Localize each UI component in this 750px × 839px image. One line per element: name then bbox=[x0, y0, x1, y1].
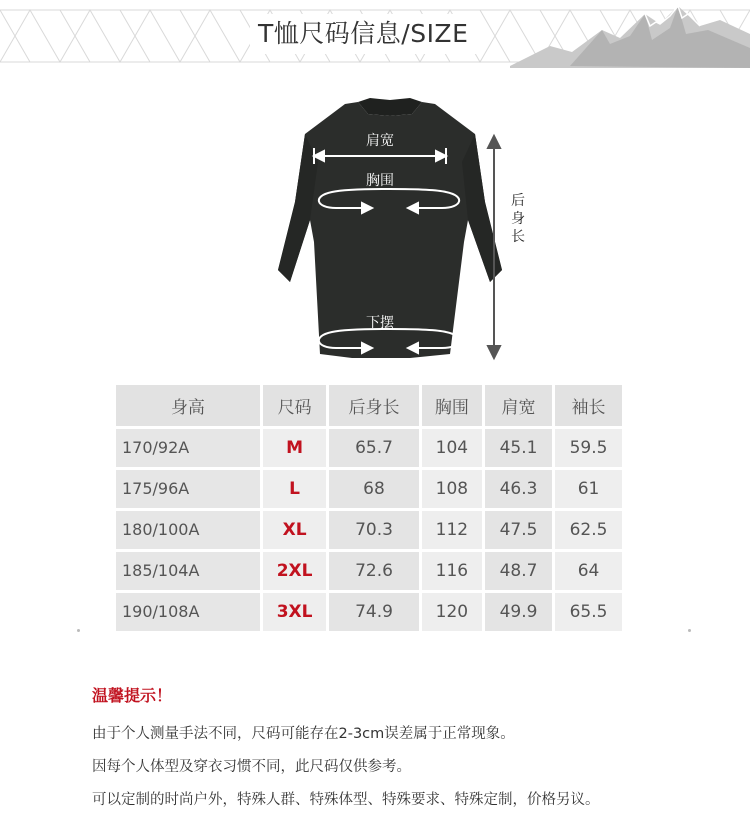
notes-section bbox=[92, 684, 712, 815]
notes-line: 因每个人体型及穿衣习惯不同，此尺码仅供参考。 bbox=[92, 759, 411, 775]
mountain-graphic bbox=[510, 0, 750, 68]
table-row bbox=[116, 509, 624, 550]
cell-size: XL bbox=[261, 509, 327, 550]
cell-length: 68 bbox=[328, 468, 420, 509]
cell-sleeve: 62.5 bbox=[554, 509, 624, 550]
cell-chest: 120 bbox=[420, 591, 483, 632]
cell-length: 65.7 bbox=[328, 427, 420, 468]
length-label-1: 后 bbox=[511, 193, 525, 209]
chest-label: 胸围 bbox=[366, 173, 394, 189]
notes-line: 可以定制的时尚户外，特殊人群、特殊体型、特殊要求、特殊定制，价格另议。 bbox=[92, 792, 600, 808]
edge-dot-right bbox=[688, 629, 691, 632]
cell-chest: 112 bbox=[420, 509, 483, 550]
header-length: 后身长 bbox=[328, 385, 420, 427]
length-label-2: 身 bbox=[511, 211, 525, 227]
table-row bbox=[116, 427, 624, 468]
cell-height: 180/100A bbox=[116, 509, 261, 550]
cell-height: 185/104A bbox=[116, 550, 261, 591]
cell-length: 70.3 bbox=[328, 509, 420, 550]
cell-shoulder: 48.7 bbox=[484, 550, 554, 591]
cell-chest: 108 bbox=[420, 468, 483, 509]
header-size: 尺码 bbox=[261, 385, 327, 427]
cell-sleeve: 61 bbox=[554, 468, 624, 509]
table-row bbox=[116, 468, 624, 509]
notes-line: 由于个人测量手法不同，尺码可能存在2-3cm误差属于正常现象。 bbox=[92, 726, 515, 742]
cell-height: 190/108A bbox=[116, 591, 261, 632]
page-title: T恤尺码信息/SIZE bbox=[250, 14, 476, 54]
size-table bbox=[116, 385, 625, 634]
garment-diagram bbox=[240, 92, 540, 377]
cell-sleeve: 59.5 bbox=[554, 427, 624, 468]
cell-shoulder: 49.9 bbox=[484, 591, 554, 632]
cell-chest: 104 bbox=[420, 427, 483, 468]
notes-title: 温馨提示！ bbox=[92, 686, 173, 705]
cell-shoulder: 45.1 bbox=[484, 427, 554, 468]
cell-size: 3XL bbox=[261, 591, 327, 632]
header-shoulder: 肩宽 bbox=[484, 385, 554, 427]
cell-chest: 116 bbox=[420, 550, 483, 591]
cell-size: M bbox=[261, 427, 327, 468]
edge-dot-left bbox=[77, 629, 80, 632]
table-row bbox=[116, 550, 624, 591]
page-header bbox=[0, 0, 750, 68]
cell-length: 74.9 bbox=[328, 591, 420, 632]
cell-shoulder: 46.3 bbox=[484, 468, 554, 509]
cell-length: 72.6 bbox=[328, 550, 420, 591]
hem-label: 下摆 bbox=[366, 315, 394, 331]
cell-shoulder: 47.5 bbox=[484, 509, 554, 550]
cell-size: 2XL bbox=[261, 550, 327, 591]
table-row bbox=[116, 591, 624, 632]
cell-size: L bbox=[261, 468, 327, 509]
header-height: 身高 bbox=[116, 385, 261, 427]
header-sleeve: 袖长 bbox=[554, 385, 624, 427]
cell-height: 170/92A bbox=[116, 427, 261, 468]
shoulder-label: 肩宽 bbox=[366, 133, 394, 149]
cell-height: 175/96A bbox=[116, 468, 261, 509]
header-chest: 胸围 bbox=[420, 385, 483, 427]
length-label-3: 长 bbox=[511, 229, 525, 245]
table-header-row bbox=[116, 385, 624, 427]
cell-sleeve: 65.5 bbox=[554, 591, 624, 632]
cell-sleeve: 64 bbox=[554, 550, 624, 591]
